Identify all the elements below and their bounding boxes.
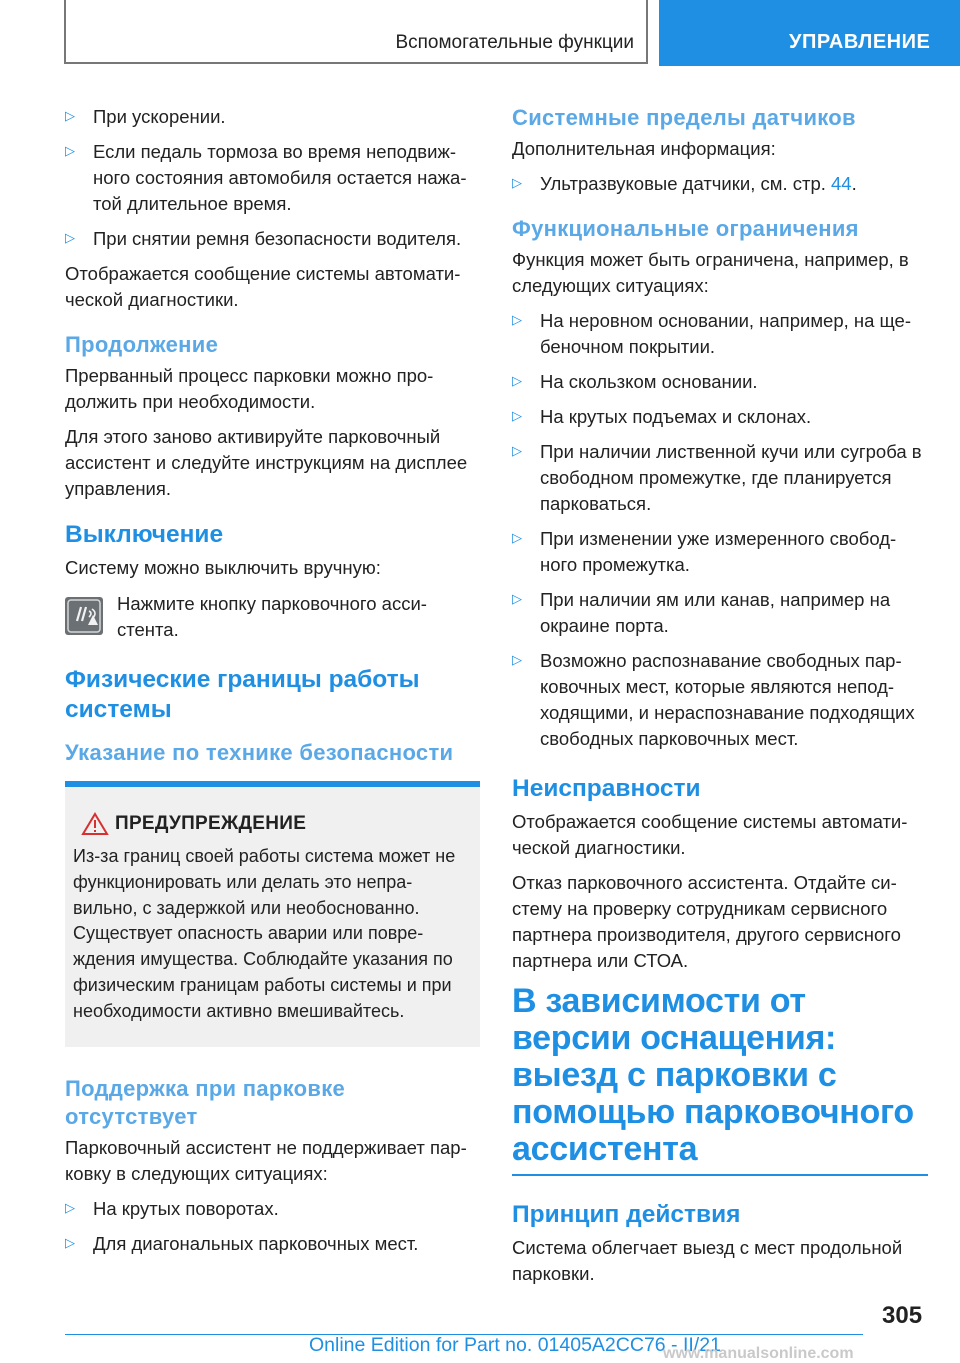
triangle-right-icon: ▷ [512, 175, 522, 190]
paragraph: Для этого заново активируйте парковочный ассистент и следуйте инструкциям на дисплее управления. [65, 426, 468, 499]
triangle-right-icon: ▷ [512, 408, 522, 423]
left-column [65, 104, 480, 1266]
warning-header [73, 811, 470, 837]
paragraph: Отображается сообщение системы автомати-ческой диагностики. [65, 263, 461, 310]
heading-principle: Принцип действия [512, 1201, 741, 1228]
heading-no-support: Поддержка при парковке отсутствует [65, 1075, 346, 1129]
list-item: ▷ На неровном основании, например, на ще-беночном покрытии. [512, 310, 912, 357]
header-section-box [64, 0, 648, 64]
warning-title: ПРЕДУПРЕЖДЕНИЕ [115, 813, 307, 834]
heading-functional-limits: Функциональные ограничения [512, 216, 859, 241]
list-item: ▷ На крутых поворотах. [65, 1197, 279, 1219]
list-item: ▷ При наличии ям или канав, например на окраине порта. [512, 589, 891, 636]
list-item: ▷ При ускорении. [65, 106, 226, 127]
button-instruction-text: Нажмите кнопку парковочного асси-стента. [117, 593, 427, 640]
triangle-right-icon: ▷ [65, 1199, 75, 1215]
list-item: ▷ Возможно распознавание свободных пар-ковочных мест, которые являются непод-ходящими, и нераспознавание подходящих свободных парковочных мест. [512, 650, 915, 749]
warning-text: Из-за границ своей работы система может не функционировать или делать это непра-вильно, с задержкой или необоснованно. Существует опасность аварии или повре-ждения имущества. Соблюдайте указания по физическим границам работы системы и при необходимости активно вмешивайтесь. [73, 846, 456, 1021]
triangle-right-icon: ▷ [65, 108, 75, 123]
page-link[interactable]: 44 [831, 173, 852, 194]
heading-sensor-limits: Системные пределы датчиков [512, 105, 856, 130]
paragraph: Систему можно выключить вручную: [65, 557, 381, 578]
parking-assistant-button-icon [65, 597, 103, 635]
triangle-right-icon: ▷ [512, 652, 522, 667]
header-section-title: Вспомогательные функции [395, 32, 634, 53]
heading-off: Выключение [65, 521, 224, 548]
heading-limits: Физические границы работы системы [65, 666, 420, 723]
paragraph: Парковочный ассистент не поддерживает пар-ковку в следующих ситуациях: [65, 1136, 467, 1184]
list-item: ▷ Если педаль тормоза во время неподвиж-ного состояния автомобиля остается нажа-той длительное время. [65, 141, 467, 214]
heading-safety: Указание по технике безопасности [65, 740, 454, 765]
triangle-right-icon: ▷ [512, 312, 522, 327]
triangle-right-icon: ▷ [512, 443, 522, 458]
paragraph: Отказ парковочного ассистента. Отдайте си-стему на проверку сотрудникам сервисного партнера производителя, другого сервисного партнера или СТОА. [512, 872, 901, 971]
triangle-right-icon: ▷ [512, 530, 522, 545]
warning-triangle-icon [81, 812, 109, 844]
list-item: ▷ При изменении уже измеренного свобод-ного промежутка. [512, 528, 897, 575]
heading-faults: Неисправности [512, 775, 701, 802]
func-list [512, 308, 928, 752]
no-support-list [65, 1196, 480, 1257]
warning-box [65, 781, 480, 1047]
paragraph: Дополнительная информация: [512, 138, 776, 159]
triangle-right-icon: ▷ [65, 1234, 75, 1250]
top-list [65, 104, 480, 252]
triangle-right-icon: ▷ [65, 143, 75, 158]
header-chapter-tab[interactable] [659, 0, 960, 66]
triangle-right-icon: ▷ [512, 373, 522, 388]
triangle-right-icon: ▷ [65, 230, 75, 245]
paragraph: Функция может быть ограничена, например, в следующих ситуациях: [512, 249, 909, 296]
paragraph: Система облегчает выезд с мест продольной парковки. [512, 1237, 903, 1284]
button-instruction [65, 591, 480, 643]
list-item: ▷ При снятии ремня безопасности водителя. [65, 228, 462, 249]
right-column [512, 104, 928, 1296]
triangle-right-icon: ▷ [512, 591, 522, 606]
list-item: ▷ На крутых подъемах и склонах. [512, 406, 812, 427]
heading-continue: Продолжение [65, 332, 219, 357]
list-item: ▷ На скользком основании. [512, 371, 758, 392]
footer-edition: Online Edition for Part no. 01405A2CC76 - II/21 [309, 1334, 721, 1356]
paragraph: Отображается сообщение системы автомати-ческой диагностики. [512, 811, 908, 858]
heading-exit-parking: В зависимости от версии оснащения: выезд с парковки с помощью парковочного ассистента [512, 983, 928, 1176]
footer-watermark: www.manualsonline.com [663, 1345, 854, 1362]
paragraph: Прерванный процесс парковки можно про-должить при необходимости. [65, 365, 434, 412]
list-item: ▷ При наличии лиственной кучи или сугроба в свободном промежутке, где планируется парковаться. [512, 441, 922, 514]
page-number: 305 [882, 1302, 923, 1329]
list-item: ▷ Для диагональных парковочных мест. [65, 1232, 419, 1254]
list-item: ▷ Ультразвуковые датчики, см. стр. 44. [512, 173, 857, 194]
sensor-list [512, 171, 928, 197]
header-chapter-title: УПРАВЛЕНИЕ [789, 31, 931, 53]
